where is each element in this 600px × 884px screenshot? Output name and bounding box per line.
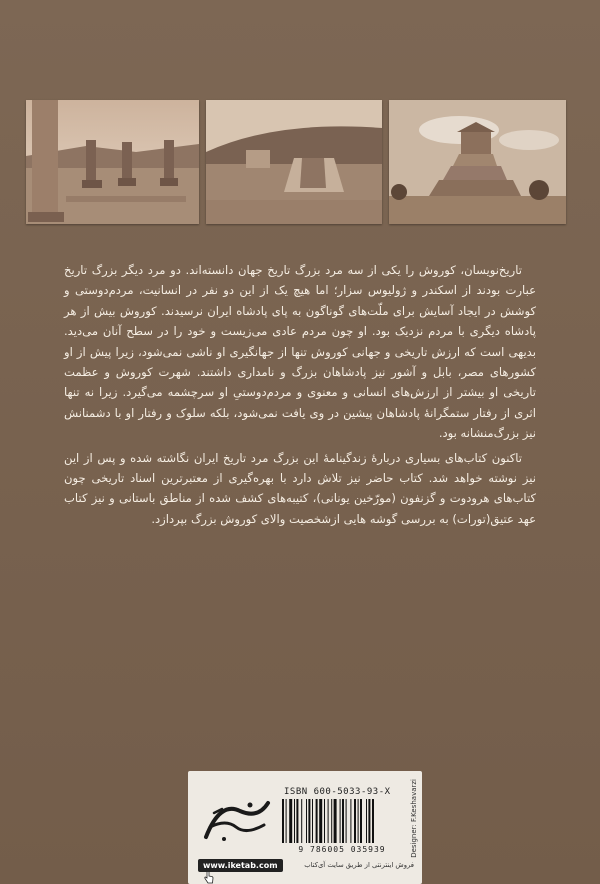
- paragraph-2: تاکنون کتاب‌های بسیاری دربارهٔ زندگینامهٔ این بزرگ مرد تاریخ ایران نگاشته شده و پس از این نیز نوشته خواهد شد. کتاب حاضر نیز تلاش دارد با بهره‌گیری از معتبرترین اسناد تاریخی چون کتاب‌های هرودوت و گزنفون (مورّخین یونانی)، کتیبه‌های کشف شده از مناطق باستانی و نیز کتاب عهد عتیق(تورات) به بررسی گوشه هایی ازشخصیت والای کوروش بزرگ بپردازد.: [64, 450, 536, 526]
- publisher-logo: [200, 791, 274, 849]
- description-text: [64, 260, 536, 529]
- barcode-icon: [280, 799, 404, 843]
- hand-cursor-icon: [204, 871, 214, 884]
- website-link[interactable]: www.iketab.com: [198, 859, 283, 872]
- barcode-digits: 9 786005 035939: [298, 845, 386, 854]
- tomb-hill-photo: [206, 100, 382, 224]
- ruins-columns-photo: [26, 100, 199, 224]
- publisher-footer: [198, 855, 414, 875]
- online-store-note: فروش اینترنتی از طریق سایت آی‌کتاب: [304, 861, 414, 869]
- tomb-of-cyrus-photo: [389, 100, 566, 224]
- paragraph-1: تاریخ‌نویسان، کوروش را یکی از سه مرد بزرگ تاریخ جهان دانسته‌اند. دو مرد دیگر بزرگ تاریخ عبارت بودند از اسکندر و ژولیوس سزار؛ اما هیچ یک از این دو نفر در انسانیت، مردم‌دوستی و کوشش در ایجاد آسایش برای ملّت‌های گوناگون به پای پادشاه ایران نرسیدند. کوروش بیش از هر پادشاه دیگری با مردم نزدیک بود. او چون مردم عادی می‌زیست و خود را در سطح آنان می‌دید. بدیهی است که ارزش تاریخی و جهانی کوروش تنها از جهانگیری او ناشی نمی‌شود، زیرا پیش از او کشورهای مصر، بابل و آشور نیز پادشاهان بزرگ و نامداری داشتند. شهرت کوروش و عظمت تاریخی او بیشتر از ارزش‌های انسانی و معنوی و مردم‌دوستیِ او سرچشمه می‌گیرد. زیرا نه تنها اثری از رفتار ستمگرانهٔ پادشاهان پیشین در وی یافت نمی‌شود، بلکه سلوک و رفتار او با دشمنانش نیز بزرگ‌منشانه بود.: [64, 263, 536, 441]
- isbn-number: ISBN 600-5033-93-X: [284, 787, 391, 797]
- barcode-panel: [188, 771, 422, 884]
- designer-credit: Designer: F.Keshavarzi: [410, 779, 418, 858]
- photo-strip: [26, 100, 566, 224]
